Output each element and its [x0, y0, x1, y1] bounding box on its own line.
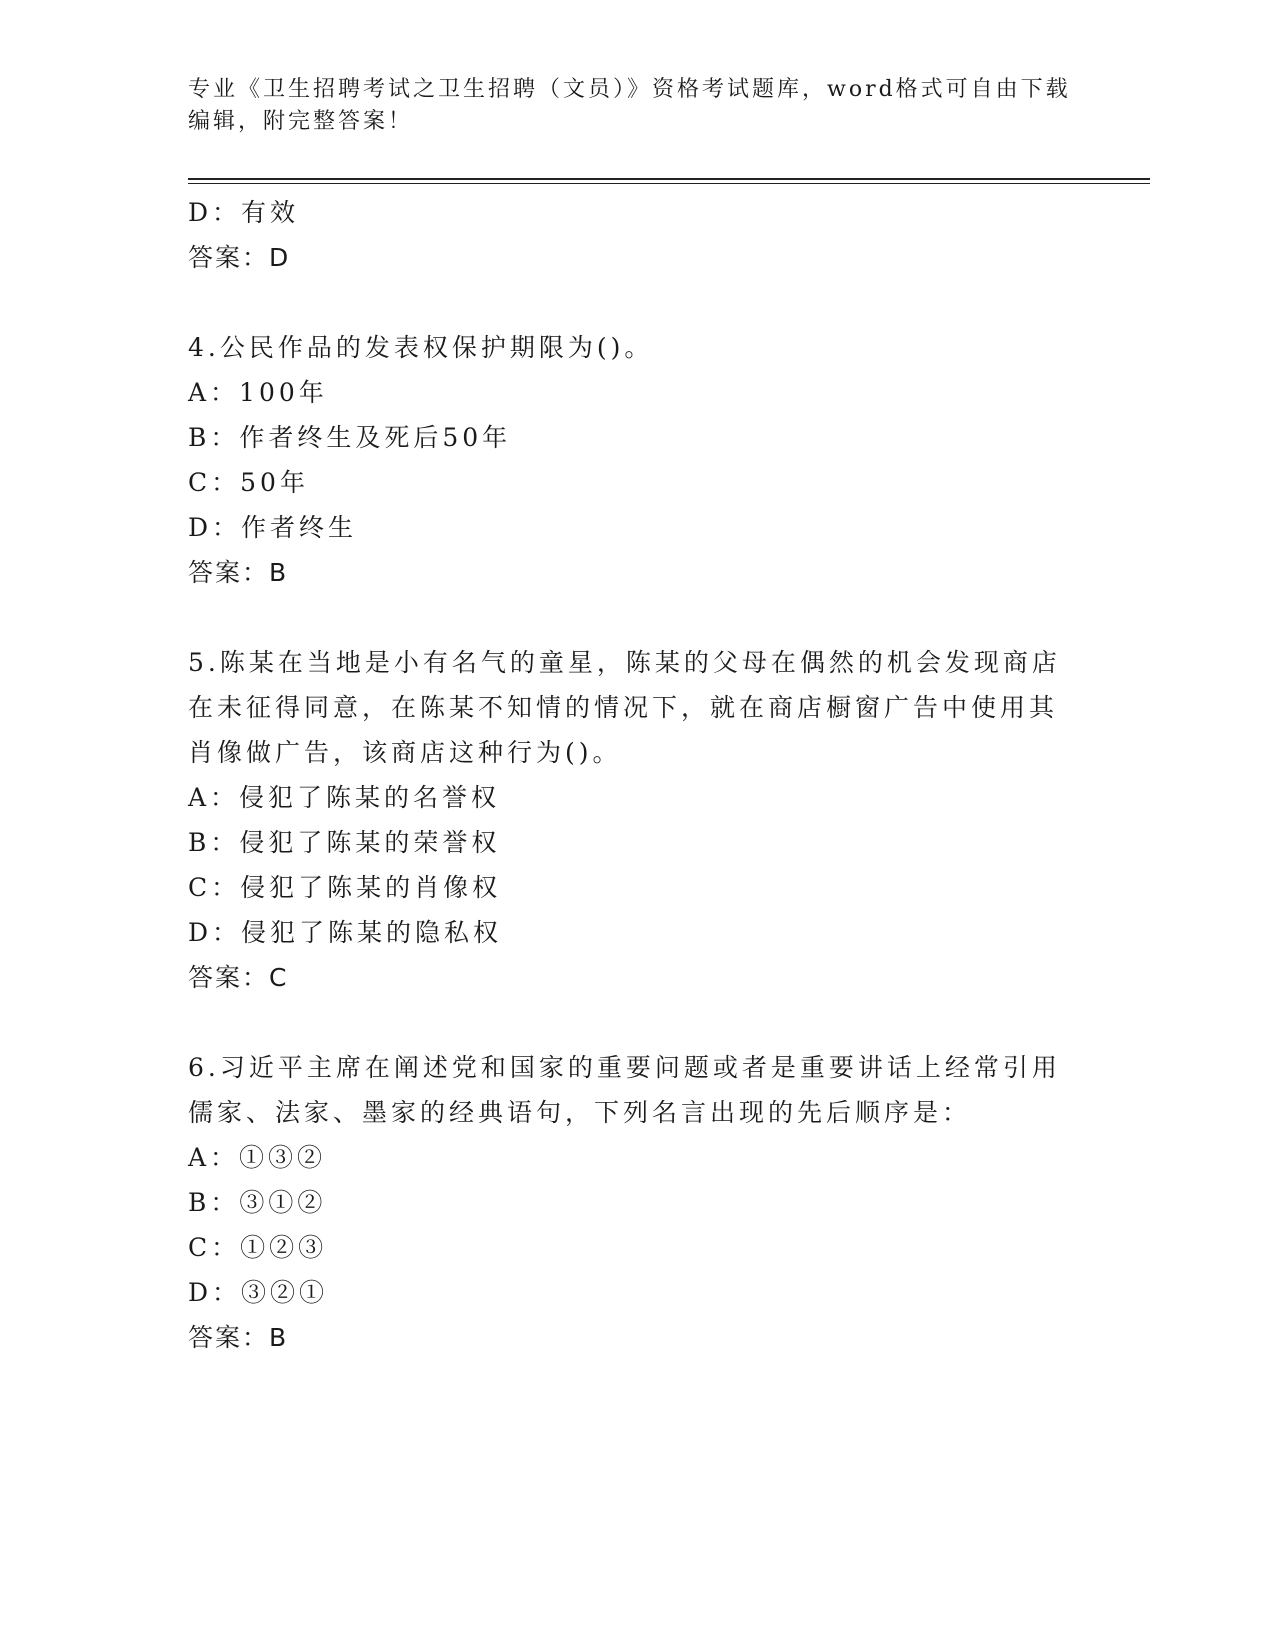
option-c: C：50年 [188, 468, 309, 497]
option-a: A：①③② [188, 1143, 327, 1172]
question-stem: 4.公民作品的发表权保护期限为()。 [188, 333, 654, 362]
header-rule-thick [188, 178, 1150, 180]
option-d: D：有效 [188, 198, 300, 227]
question-5 [188, 640, 1068, 1000]
question-stem: 5.陈某在当地是小有名气的童星，陈某的父母在偶然的机会发现商店在未征得同意，在陈某不知情的情况下，就在商店橱窗广告中使用其肖像做广告，该商店这种行为()。 [188, 648, 1061, 767]
question-6 [188, 1045, 1068, 1360]
option-b: B：③①② [188, 1188, 327, 1217]
answer: 答案：B [188, 1323, 289, 1352]
question-3-tail [188, 190, 1068, 280]
question-stem: 6.习近平主席在阐述党和国家的重要问题或者是重要讲话上经常引用儒家、法家、墨家的经典语句，下列名言出现的先后顺序是： [188, 1053, 1061, 1127]
option-b: B：作者终生及死后50年 [188, 423, 512, 452]
option-d: D：侵犯了陈某的隐私权 [188, 918, 503, 947]
answer: 答案：C [188, 963, 289, 992]
answer: 答案：D [188, 243, 291, 272]
answer: 答案：B [188, 558, 289, 587]
option-d: D：③②① [188, 1278, 329, 1307]
option-d: D：作者终生 [188, 513, 358, 542]
option-c: C：侵犯了陈某的肖像权 [188, 873, 502, 902]
header-rule-thin [188, 183, 1150, 184]
option-a: A：100年 [188, 378, 328, 407]
option-a: A：侵犯了陈某的名誉权 [188, 783, 501, 812]
document-header: 专业《卫生招聘考试之卫生招聘（文员）》资格考试题库，word格式可自由下载编辑，附完整答案！ [188, 77, 1071, 134]
option-c: C：①②③ [188, 1233, 328, 1262]
option-b: B：侵犯了陈某的荣誉权 [188, 828, 501, 857]
question-list [188, 190, 1068, 1360]
question-4 [188, 325, 1068, 595]
